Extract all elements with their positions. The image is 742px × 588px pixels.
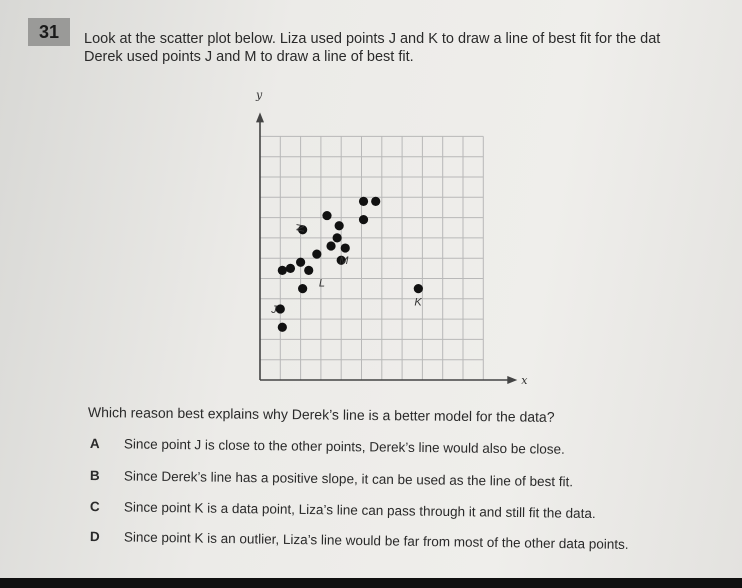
choice-c-letter: C <box>89 499 100 515</box>
point-label-n: N <box>293 223 306 232</box>
plot-grid <box>260 136 483 380</box>
choice-d-letter: D <box>89 529 100 545</box>
data-point <box>278 266 287 275</box>
data-point <box>326 241 335 250</box>
y-axis-arrow <box>256 112 264 122</box>
data-point <box>286 264 295 273</box>
y-axis-label: y <box>256 88 263 102</box>
data-point-m <box>341 243 350 252</box>
data-point <box>322 211 331 220</box>
data-point <box>298 284 307 293</box>
data-point <box>312 250 321 259</box>
data-point <box>371 197 380 206</box>
data-point <box>333 233 342 242</box>
data-point <box>359 215 368 224</box>
point-label-l: L <box>318 277 325 290</box>
data-point-k <box>414 284 423 293</box>
choice-a-text: Since point J is close to the other points, Derek’s line would also be close. <box>123 436 565 457</box>
choice-b-text: Since Derek’s line has a positive slope, it can be used as the line of best fit. <box>123 468 574 490</box>
point-label-j: J <box>271 303 277 316</box>
choice-d-text: Since point K is an outlier, Liza’s line would be far from most of the other data points. <box>123 529 629 552</box>
question-number: 31 <box>28 18 70 46</box>
data-point <box>304 266 313 275</box>
x-axis-label: x <box>521 374 528 387</box>
plot-points <box>276 197 423 332</box>
choice-c-text: Since point K is a data point, Liza’s line can pass through it and still fit the data. <box>123 499 596 522</box>
data-point-j <box>276 304 285 313</box>
point-label-m: M <box>339 255 349 268</box>
choice-b-letter: B <box>89 468 100 484</box>
data-point <box>296 258 305 267</box>
data-point <box>335 221 344 230</box>
prompt-line-1: Look at the scatter plot below. Liza used points J and K to draw a line of best fit for the dat <box>84 31 661 47</box>
point-label-k: K <box>414 296 422 309</box>
x-axis-arrow <box>507 376 517 384</box>
prompt-line-2: Derek used points J and M to draw a line of best fit. <box>84 49 414 65</box>
photo-bottom-edge <box>0 578 742 588</box>
question-text: Which reason best explains why Derek’s line is a better model for the data? <box>87 404 555 425</box>
choice-a-letter: A <box>89 436 100 452</box>
data-point <box>359 197 368 206</box>
data-point <box>278 323 287 332</box>
